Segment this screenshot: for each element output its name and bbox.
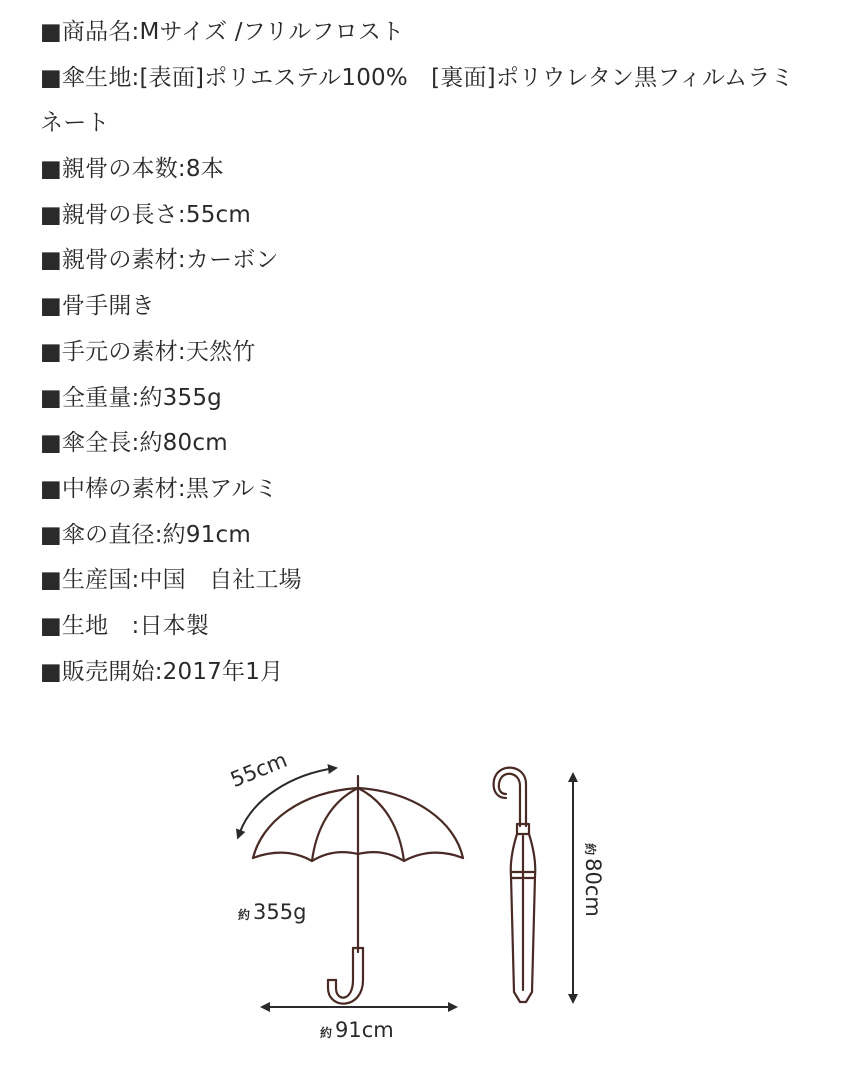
umbrella-diagram bbox=[0, 740, 845, 1080]
closed-umbrella-icon bbox=[494, 768, 536, 1002]
spec-total-length: ■傘全長:約80cm bbox=[40, 430, 228, 457]
weight-label bbox=[238, 900, 306, 924]
spec-rib-count: ■親骨の本数:8本 bbox=[40, 156, 224, 183]
spec-release-date: ■販売開始:2017年1月 bbox=[40, 658, 284, 685]
weight-prefix: 約 bbox=[238, 908, 251, 922]
spec-diameter: ■傘の直径:約91cm bbox=[40, 521, 251, 548]
spec-manual-open: ■骨手開き bbox=[40, 293, 155, 320]
spec-fabric-origin: ■生地 :日本製 bbox=[40, 612, 210, 639]
umbrella-illustration bbox=[0, 740, 845, 1080]
spec-handle-material: ■手元の素材:天然竹 bbox=[40, 338, 256, 365]
diameter-value: 91cm bbox=[335, 1018, 394, 1042]
spec-country: ■生産国:中国 自社工場 bbox=[40, 567, 302, 594]
spec-list bbox=[40, 10, 820, 695]
spec-total-weight: ■全重量:約355g bbox=[40, 384, 222, 411]
open-umbrella-icon bbox=[253, 776, 463, 1004]
diameter-label bbox=[320, 1018, 394, 1042]
spec-rib-length: ■親骨の長さ:55cm bbox=[40, 201, 251, 228]
spec-rib-material: ■親骨の素材:カーボン bbox=[40, 247, 279, 274]
length-value: 80cm bbox=[580, 858, 605, 917]
length-prefix: 約 bbox=[582, 843, 597, 856]
diameter-prefix: 約 bbox=[320, 1026, 333, 1040]
weight-value: 355g bbox=[253, 900, 307, 924]
spec-shaft-material: ■中棒の素材:黒アルミ bbox=[40, 475, 278, 502]
spec-fabric: ■傘生地:[表面]ポリエステル100% [裏面]ポリウレタン黒フィルムラミネート bbox=[40, 64, 794, 137]
length-label bbox=[581, 843, 605, 917]
rib-length-value: 55cm bbox=[227, 747, 291, 792]
spec-product-name: ■商品名:Mサイズ /フリルフロスト bbox=[40, 19, 405, 45]
